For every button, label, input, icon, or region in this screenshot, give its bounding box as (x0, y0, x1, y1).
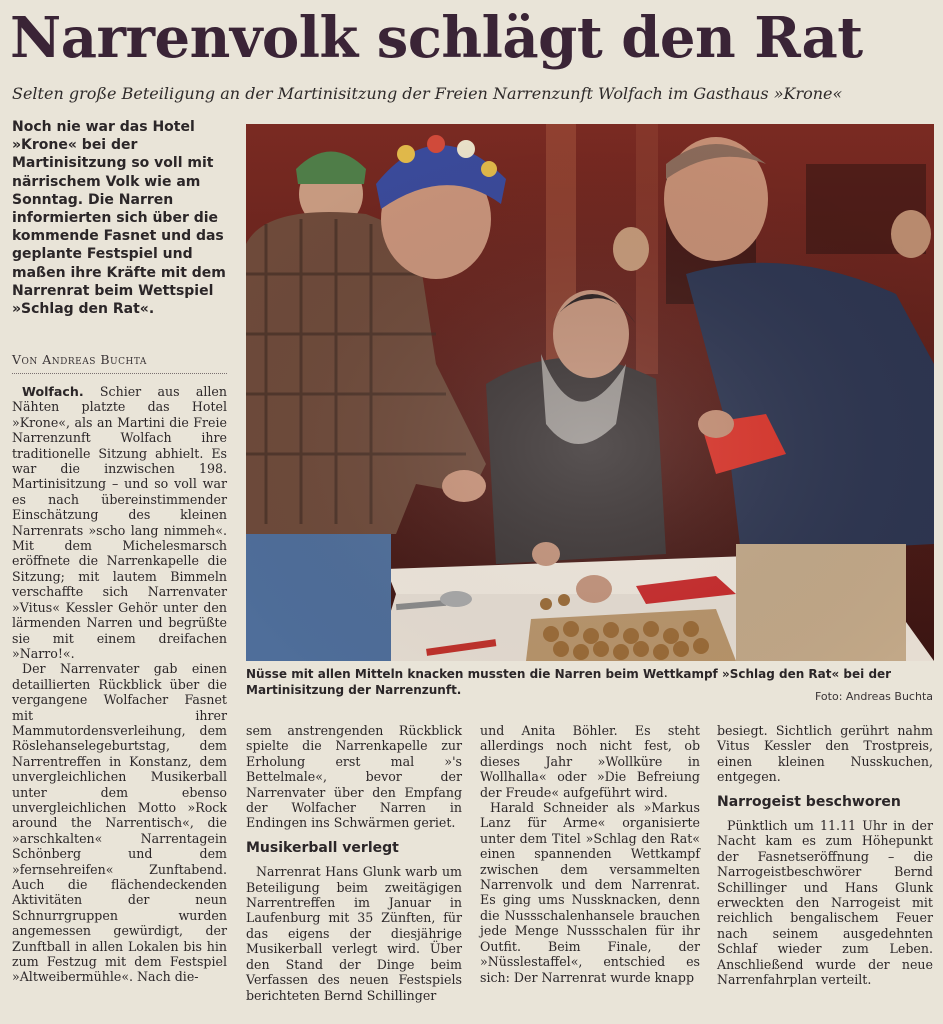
photo-nut-cracking-contest (246, 124, 934, 661)
photo-credit: Foto: Andreas Buchta (815, 690, 933, 703)
column-4 (717, 723, 933, 988)
subheadline: Selten große Beteiligung an der Martinisitzung der Freien Narrenzunft Wolfach im Gasthaus »Krone« (12, 84, 843, 103)
dateline: Wolfach. (22, 384, 84, 399)
photo-caption: Nüsse mit allen Mitteln knacken mussten die Narren beim Wettkampf »Schlag den Rat« bei der Martinisitzung der Narrenzunft. (246, 667, 892, 697)
lead-paragraph: Noch nie war das Hotel »Krone« bei der Martinisitzung so voll mit närrischem Volk wie am Sonntag. Die Narren informierten sich über die kommende Fasnet und das geplante Festspiel und maßen ihre Kräfte mit dem Narrenrat beim Wettspiel »Schlag den Rat«. (12, 119, 226, 318)
paragraph-8: Pünktlich um 11.11 Uhr in der Nacht kam es zum Höhepunkt der Fasnetseröffnung – die Narrogeistbeschwörer Bernd Schillinger und Hans Glunk erweckten den Narrogeist mit reichlich bengalischem Feuer nach seinem ausgedehnten Schlaf wieder zum Leben. Anschließend wurde der neue Narrenfahrplan verteilt. (717, 818, 933, 988)
headline: Narrenvolk schlägt den Rat (10, 5, 863, 71)
paragraph-5: und Anita Böhler. Es steht allerdings noch nicht fest, ob dieses Jahr »Wollküre in Wollhalla« oder »Die Befreiung der Freude« aufgeführt wird. (480, 723, 700, 800)
paragraph-6: Harald Schneider als »Markus Lanz für Arme« organisierte unter dem Titel »Schlag den Rat« einen spannenden Wettkampf zwischen dem versammelten Narrenvolk und dem Narrenrat. Es ging ums Nussknacken, denn die Nussschalenhansele brauchen jede Menge Nussschalen für ihr Outfit. Beim Finale, der »Nüsslestaffel«, entschied es sich: Der Narrenrat wurde knapp (480, 800, 700, 985)
column-2 (246, 723, 462, 1003)
byline: Von Andreas Buchta (12, 352, 227, 374)
column-1 (12, 384, 227, 985)
paragraph-7: besiegt. Sichtlich gerührt nahm Vitus Kessler den Trostpreis, einen kleinen Nusskuchen, entgegen. (717, 723, 933, 785)
subheading-musikerball: Musikerball verlegt (246, 839, 399, 856)
paragraph-4: Narrenrat Hans Glunk warb um Beteiligung beim zweitägigen Narrentreffen im Januar in Laufenburg mit 35 Zünften, für das eigens der diesjährige Musikerball verlegt wird. Über den Stand der Dinge beim Verfassen des neuen Festspiels berichteten Bernd Schillinger (246, 864, 462, 1003)
paragraph-3: sem anstrengenden Rückblick spielte die Narrenkapelle zur Erholung erst mal »'s Bettelmale«, bevor der Narrenvater über den Empfang der Wolfacher Narren in Endingen ins Schwärmen geriet. (246, 723, 462, 831)
article-photo (246, 124, 934, 661)
column-3 (480, 723, 700, 985)
paragraph-1: Schier aus allen Nähten platzte das Hotel »Krone«, als an Martini die Freie Narrenzunft Wolfach ihre traditionelle Sitzung abhielt. Es war die inzwischen 198. Martinisitzung – und so voll war es nach übereinstimmender Einschätzung des kleinen Narrenrats »scho lang nimmeh«. Mit dem Michelesmarsch eröffnete die Narrenkapelle die Sitzung; mit lautem Bimmeln verschaffte sich Narrenvater »Vitus« Kessler Gehör unter den lärmenden Narren und begrüßte sie mit einem dreifachen »Narro!«. (12, 384, 227, 661)
subheading-narrogeist: Narrogeist beschworen (717, 793, 901, 810)
paragraph-2: Der Narrenvater gab einen detaillierten Rückblick über die vergangene Wolfacher Fasnet mit ihrer Mammutordensverleihung, dem Röslehanselegeburtstag, dem Narrentreffen in Konstanz, dem unvergleichlichen Musikerball unter dem ebenso unvergleichlichen Motto »Rock around the Narrentisch«, die »arschkalten« Narrentagein Schönberg und dem »fernsehreifen« Zunftabend. Auch die flächendeckenden Aktivitäten der neun Schnurrgruppen wurden angemessen gewürdigt, der Zunftball in allen Lokalen bis hin zum Festzug mit dem Festspiel »Altweibermühle«. Nach die- (12, 661, 227, 985)
